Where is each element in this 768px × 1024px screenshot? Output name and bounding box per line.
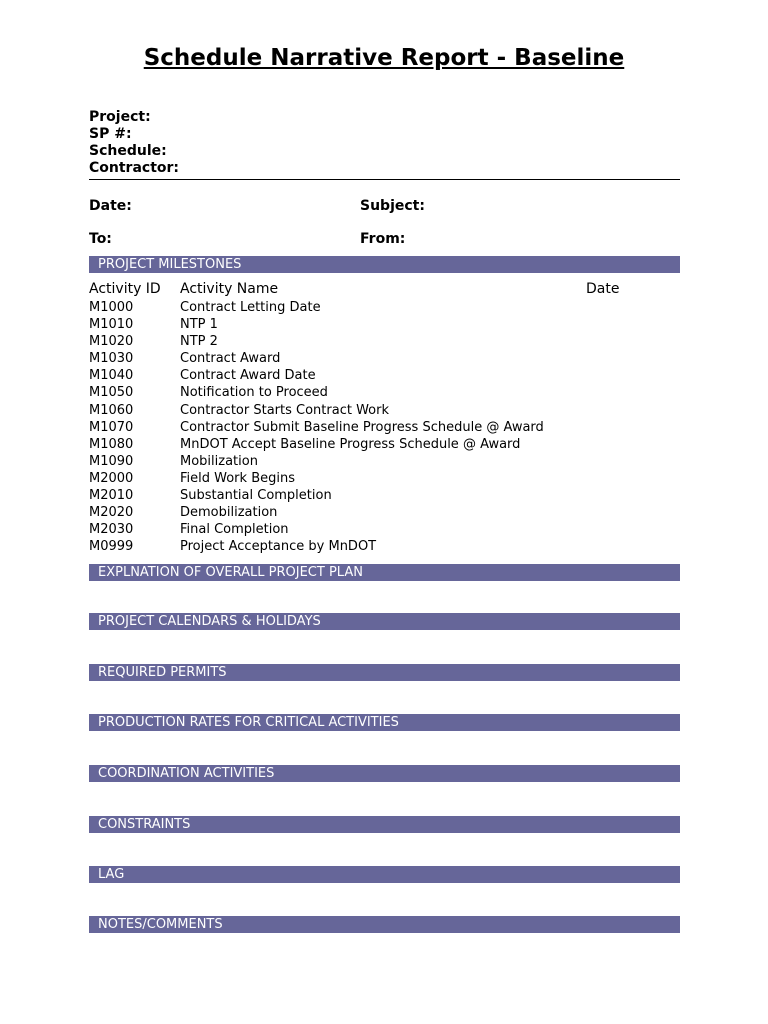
subject-label: Subject:: [360, 198, 425, 214]
column-header-activity-name: Activity Name: [180, 281, 279, 297]
table-row: [89, 299, 680, 316]
column-header-date: Date: [586, 281, 620, 297]
activity-id: M1080: [89, 436, 134, 452]
schedule-label: Schedule:: [89, 143, 167, 159]
activity-id: M2010: [89, 488, 134, 504]
activity-id: M1090: [89, 453, 134, 469]
activity-id: M1000: [89, 300, 134, 315]
activity-name: Contractor Submit Baseline Progress Schedule @ Award: [180, 419, 544, 435]
report-title: Schedule Narrative Report - Baseline: [143, 45, 625, 71]
activity-name: MnDOT Accept Baseline Progress Schedule @ Award: [180, 436, 521, 452]
activity-id: M2030: [89, 522, 134, 538]
table-row: [89, 419, 680, 436]
activity-name: Notification to Proceed: [180, 385, 328, 401]
table-row: [89, 470, 680, 487]
project-label: Project:: [89, 109, 151, 125]
section-lag: LAG: [89, 866, 680, 883]
activity-name: NTP 1: [180, 317, 218, 333]
table-row: [89, 333, 680, 350]
activity-id: M2000: [89, 470, 134, 486]
activity-name: Project Acceptance by MnDOT: [180, 539, 377, 555]
section-required-permits: REQUIRED PERMITS: [89, 664, 680, 681]
table-row: [89, 487, 680, 504]
activity-name: Contract Award: [180, 351, 281, 367]
activity-name: Demobilization: [180, 505, 278, 521]
activity-id: M1050: [89, 385, 134, 401]
activity-name: Substantial Completion: [180, 488, 332, 504]
contractor-label: Contractor:: [89, 160, 180, 176]
table-row: [89, 350, 680, 367]
table-row: [89, 538, 680, 555]
activity-name: Mobilization: [180, 453, 258, 469]
sp-number-label: SP #:: [89, 126, 132, 142]
milestones-table: [89, 299, 680, 555]
activity-id: M0999: [89, 539, 134, 555]
section-constraints: CONSTRAINTS: [89, 816, 680, 833]
activity-name: Contract Letting Date: [180, 300, 321, 315]
activity-id: M2020: [89, 505, 134, 521]
date-label: Date:: [89, 198, 132, 214]
activity-id: M1070: [89, 419, 134, 435]
activity-id: M1040: [89, 368, 134, 384]
section-notes-comments: NOTES/COMMENTS: [89, 916, 680, 933]
activity-name: NTP 2: [180, 334, 218, 350]
table-row: [89, 402, 680, 419]
activity-id: M1030: [89, 351, 134, 367]
section-explanation: EXPLNATION OF OVERALL PROJECT PLAN: [89, 564, 680, 581]
activity-name: Contractor Starts Contract Work: [180, 402, 389, 418]
section-project-milestones: PROJECT MILESTONES: [89, 256, 680, 273]
activity-id: M1060: [89, 402, 134, 418]
to-label: To:: [89, 231, 112, 247]
header-divider: [89, 179, 680, 180]
table-row: [89, 504, 680, 521]
table-row: [89, 521, 680, 538]
from-label: From:: [360, 231, 406, 247]
section-production-rates: PRODUCTION RATES FOR CRITICAL ACTIVITIES: [89, 714, 680, 731]
table-row: [89, 367, 680, 384]
activity-id: M1020: [89, 334, 134, 350]
column-header-activity-id: Activity ID: [89, 281, 161, 297]
section-coordination-activities: COORDINATION ACTIVITIES: [89, 765, 680, 782]
table-row: [89, 453, 680, 470]
table-row: [89, 436, 680, 453]
activity-id: M1010: [89, 317, 134, 333]
table-row: [89, 316, 680, 333]
activity-name: Contract Award Date: [180, 368, 316, 384]
activity-name: Field Work Begins: [180, 470, 295, 486]
table-row: [89, 384, 680, 401]
activity-name: Final Completion: [180, 522, 289, 538]
section-calendars-holidays: PROJECT CALENDARS & HOLIDAYS: [89, 613, 680, 630]
